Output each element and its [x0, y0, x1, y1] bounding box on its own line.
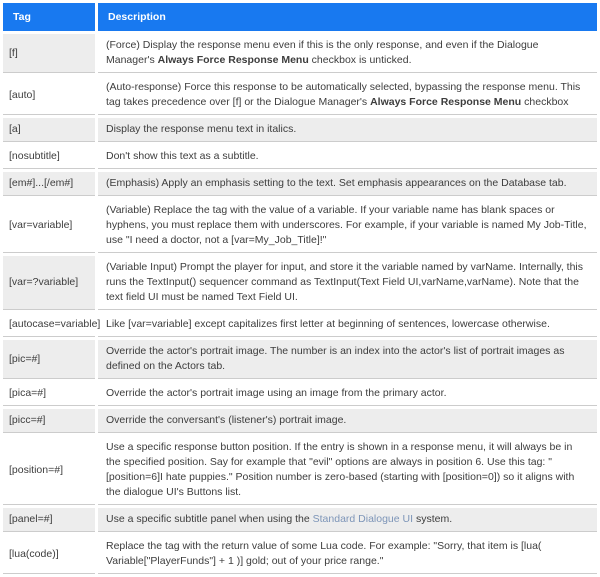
table-row	[3, 436, 597, 505]
description-text: Don't show this text as a subtitle.	[106, 150, 259, 162]
table-row	[3, 409, 597, 433]
table-row	[3, 118, 597, 142]
description-cell	[98, 340, 597, 379]
table-row	[3, 172, 597, 196]
tag-cell: [position=#]	[3, 436, 95, 505]
description-text: Replace the tag with the return value of some Lua code. For example: "Sorry, that item is [lua( Variable["PlayerFunds"] + 1 )] gold; out of your price range."	[106, 540, 542, 567]
description-cell	[98, 34, 597, 73]
standard-dialogue-ui-link[interactable]: Standard Dialogue UI	[312, 513, 414, 525]
description-text: checkbox	[521, 96, 569, 108]
description-cell	[98, 118, 597, 142]
description-text: Display the response menu text in italics.	[106, 123, 297, 135]
description-text: (Variable Input) Prompt the player for input, and store it the variable named by varName. Internally, this runs the TextInput() sequencer command as TextInput(Text Field UI,varName,varName). Note that the text field UI must be named Text Field UI.	[106, 261, 584, 303]
table-row	[3, 256, 597, 310]
description-text: (Auto-response) Force this response to be automatically selected, bypassing the response menu. This tag takes precedence over [f] or the Dialogue Manager's	[106, 81, 581, 108]
tag-cell: [f]	[3, 34, 95, 73]
tag-cell: [autocase=variable]	[3, 313, 95, 337]
table-row	[3, 145, 597, 169]
description-cell	[98, 382, 597, 406]
tag-cell: [panel=#]	[3, 508, 95, 532]
description-text: Override the actor's portrait image. The number is an index into the actor's list of portrait images as defined on the Actors tab.	[106, 345, 565, 372]
tag-cell: [auto]	[3, 76, 95, 115]
table-row	[3, 34, 597, 73]
tag-cell: [pic=#]	[3, 340, 95, 379]
description-text: system.	[413, 513, 453, 525]
column-header-tag: Tag	[3, 3, 95, 31]
description-cell	[98, 436, 597, 505]
description-text: Use a specific response button position. If the entry is shown in a response menu, it will always be in the specified position. Say for example that "evil" options are always in position 6. Use this tag: "[position=6]I hate puppies." Position number is zero-based (starting with [position=0]) so it aligns with the dialogue UI's Buttons list.	[106, 441, 575, 498]
description-text: Like [var=variable] except capitalizes first letter at beginning of sentences, lowercase otherwise.	[106, 318, 550, 330]
description-cell	[98, 313, 597, 337]
tag-cell: [var=variable]	[3, 199, 95, 253]
description-text: (Emphasis) Apply an emphasis setting to the text. Set emphasis appearances on the Database tab.	[106, 177, 567, 189]
tag-cell: [nosubtitle]	[3, 145, 95, 169]
table-row	[3, 382, 597, 406]
table-row	[3, 508, 597, 532]
tag-cell: [lua(code)]	[3, 535, 95, 574]
description-text: Override the conversant's (listener's) portrait image.	[106, 414, 347, 426]
description-cell	[98, 199, 597, 253]
tag-cell: [var=?variable]	[3, 256, 95, 310]
table-row	[3, 76, 597, 115]
description-cell	[98, 145, 597, 169]
description-text: Use a specific subtitle panel when using the	[106, 513, 313, 525]
column-header-description: Description	[98, 3, 597, 31]
tag-cell: [a]	[3, 118, 95, 142]
table-header-row	[3, 3, 597, 31]
description-text: (Variable) Replace the tag with the value of a variable. If your variable name has blank spaces or hyphens, you must replace them with underscores. For example, if your variable is named My Job-Title, use "I need a doctor, not a [var=My_Job_Title]!"	[106, 204, 587, 246]
description-cell	[98, 76, 597, 115]
description-cell	[98, 256, 597, 310]
description-text: Override the actor's portrait image using an image from the primary actor.	[106, 387, 447, 399]
table-body	[3, 34, 597, 574]
tag-cell: [pica=#]	[3, 382, 95, 406]
table-row	[3, 199, 597, 253]
description-bold-text: Always Force Response Menu	[370, 96, 522, 108]
description-bold-text: Always Force Response Menu	[157, 54, 309, 66]
table-row	[3, 313, 597, 337]
description-cell	[98, 508, 597, 532]
description-text: (Force) Display the response menu even if this is the only response, and even if the Dialogue Manager's	[106, 39, 539, 66]
tag-cell: [picc=#]	[3, 409, 95, 433]
tag-cell: [em#]...[/em#]	[3, 172, 95, 196]
description-cell	[98, 409, 597, 433]
description-cell	[98, 172, 597, 196]
table-row	[3, 340, 597, 379]
description-text: checkbox is unticked.	[308, 54, 412, 66]
